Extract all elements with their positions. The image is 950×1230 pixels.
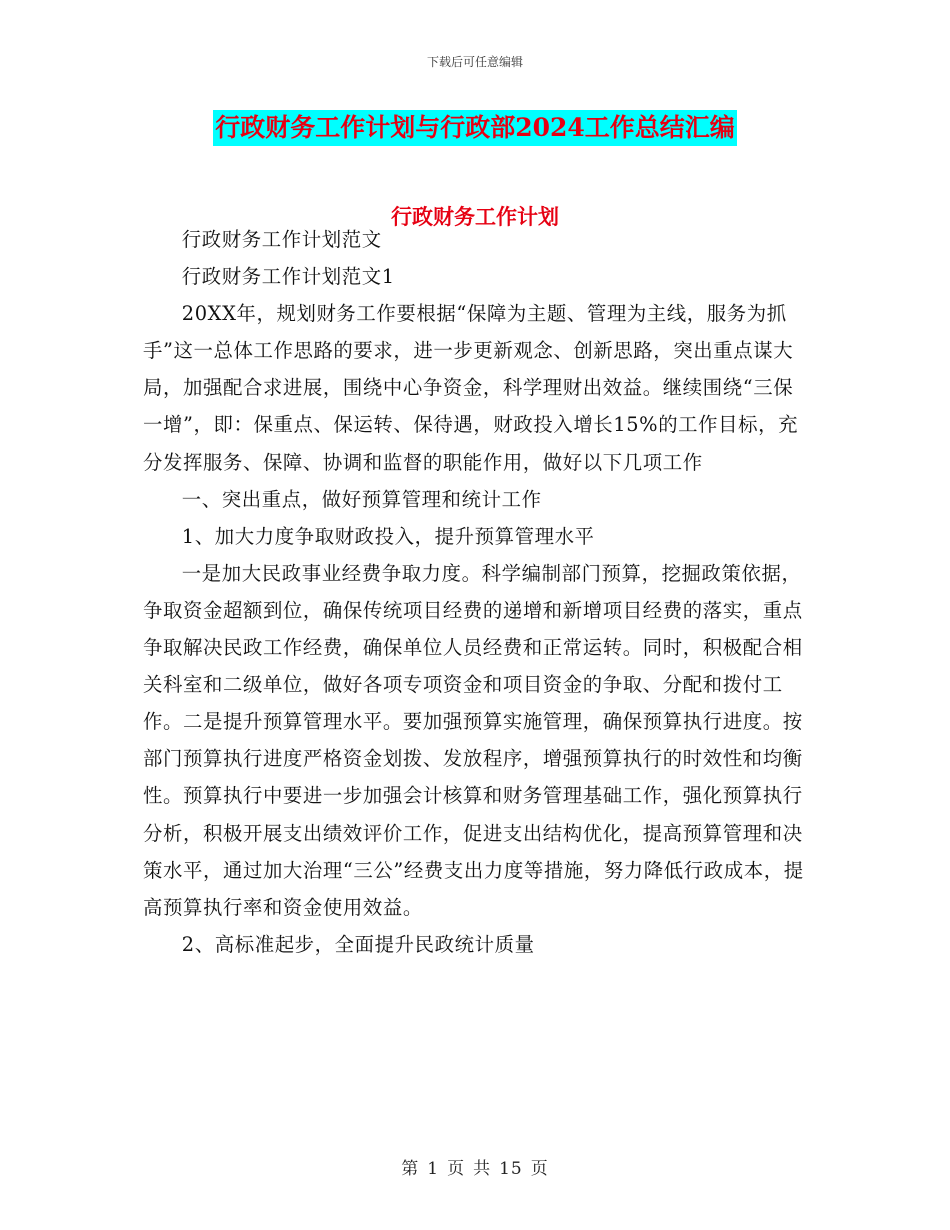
paragraph-subtitle: 行政财务工作计划范文 <box>181 228 382 251</box>
footer-total-prefix: 共 <box>473 1159 492 1179</box>
document-body-visible <box>143 221 811 963</box>
paragraph-heading-1: 一、突出重点，做好预算管理和统计工作 <box>181 487 542 511</box>
section-title: 行政财务工作计划 <box>391 204 559 229</box>
paragraph-subtitle-number: 行政财务工作计划范文1 <box>181 265 395 289</box>
paragraph-subheading-1: 1、加大力度争取财政投入，提升预算管理水平 <box>181 524 595 548</box>
footer-page-current: 1 <box>427 1159 440 1179</box>
paragraph-body-1: 一是加大民政事业经费争取力度。科学编制部门预算，挖掘政策依据，争取资金超额到位，确保传统项目经费的递增和新增项目经费的落实，重点争取解决民政工作经费，确保单位人员经费和正常运转。同时，积极配合相关科室和二级单位，做好各项专项资金和项目资金的争取、分配和拨付工作。二是提升预算管理水平。要加强预算实施管理，确保预算执行进度。按部门预算执行进度严格资金划拨、发放程序，增强预算执行的时效性和均衡性。预算执行中要进一步加强会计核算和财务管理基础工作，强化预算执行分析，积极开展支出绩效评价工作，促进支出结构优化，提高预算管理和决策水平，通过加大治理“三公”经费支出力度等措施，努力降低行政成本，提高预算执行率和资金使用效益。 <box>143 561 804 919</box>
paragraph-subheading-2: 2、高标准起步，全面提升民政统计质量 <box>181 932 535 956</box>
footer-page-prefix: 第 <box>401 1159 420 1179</box>
document-title-container <box>0 110 950 146</box>
paragraph-intro: 20XX年，规划财务工作要根据“保障为主题、管理为主线，服务为抓手”这一总体工作思路的要求，进一步更新观念、创新思路，突出重点谋大局，加强配合求进展，围绕中心争资金，科学理财出效益。继续围绕“三保一增”，即：保重点、保运转、保待遇，财政投入增长15%的工作目标，充分发挥服务、保障、协调和监督的职能作用，做好以下几项工作 <box>143 302 799 474</box>
header-note: 下载后可任意编辑 <box>426 55 523 69</box>
footer-page-suffix: 页 <box>530 1159 549 1179</box>
document-title: 行政财务工作计划与行政部2024工作总结汇编 <box>213 110 737 146</box>
footer-page-mid: 页 <box>447 1159 466 1179</box>
footer-page-total: 15 <box>499 1159 523 1179</box>
page-footer <box>0 1154 950 1179</box>
